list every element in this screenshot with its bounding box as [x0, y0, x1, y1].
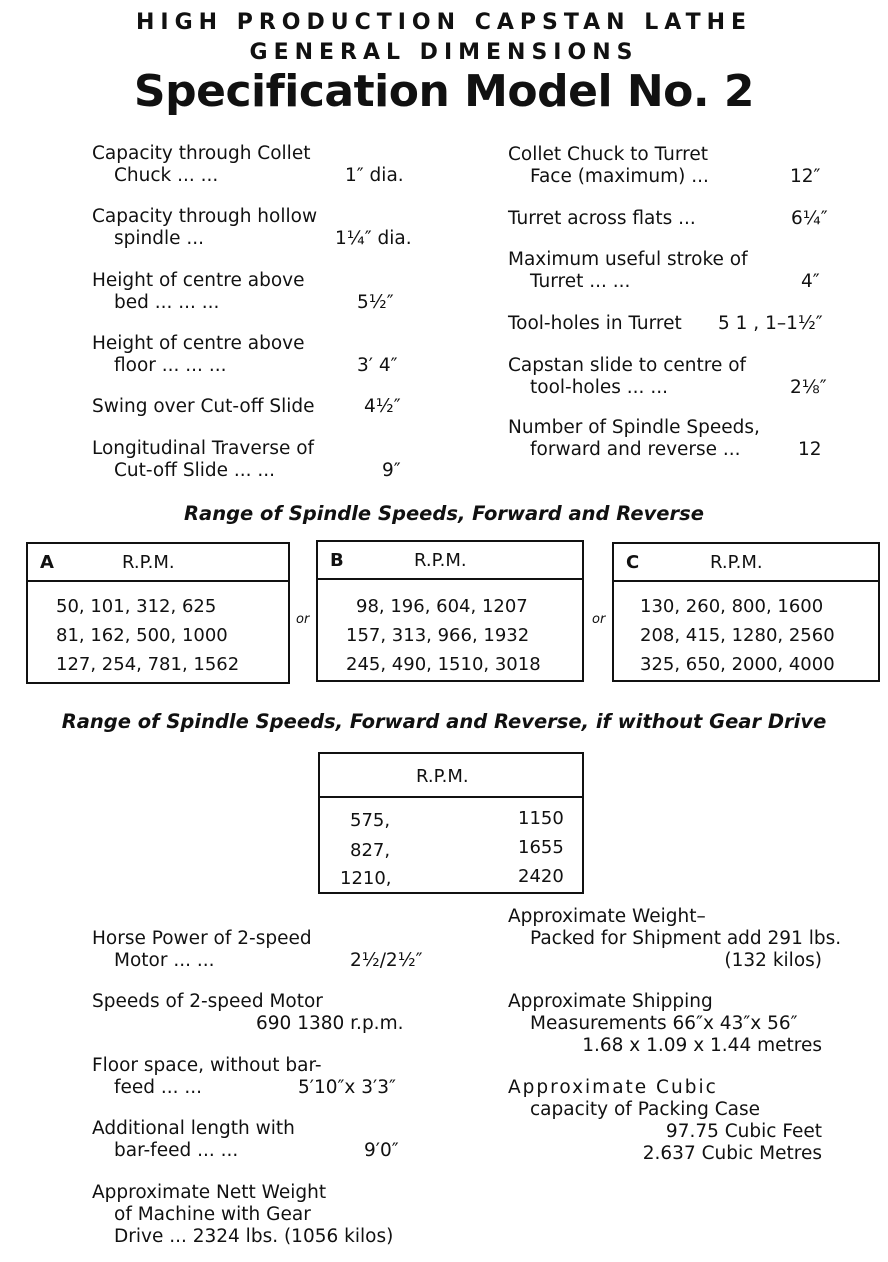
spec-label: Capstan slide to centre of	[508, 355, 747, 376]
spec-label-cont: floor ... ... ...	[114, 355, 227, 376]
speed-cell-right: 1150	[518, 808, 564, 829]
speed-row: 208, 415, 1280, 2560	[640, 625, 835, 646]
spec-label-cont: Chuck ... ...	[114, 165, 219, 186]
spec-item	[508, 208, 838, 230]
page-title: Specification Model No. 2	[133, 66, 755, 117]
spec-label: Turret across flats ...	[508, 208, 696, 229]
speed-box-no-gear	[318, 752, 584, 894]
spec-label-cont: spindle ...	[114, 228, 205, 249]
speed-row: 81, 162, 500, 1000	[56, 625, 228, 646]
spec-label-cont: Measurements 66″x 43″x 56″	[530, 1013, 798, 1034]
spec-label: Approximate Weight–	[508, 906, 706, 927]
spec-item	[92, 438, 422, 482]
spec-value: 1¼″ dia.	[335, 228, 412, 249]
spec-label-cont: 2.637 Cubic Metres	[642, 1143, 822, 1164]
spec-value: 12	[798, 439, 822, 460]
spec-value: 2½/2½″	[350, 950, 423, 971]
spec-label: Floor space, without bar-	[92, 1055, 322, 1076]
spec-label: Collet Chuck to Turret	[508, 144, 708, 165]
spec-item	[508, 906, 842, 972]
spec-item	[92, 928, 422, 972]
spec-value: 1″ dia.	[345, 165, 404, 186]
spec-label-cont: Cut-off Slide ... ...	[114, 460, 276, 481]
rpm-label: R.P.M.	[414, 550, 467, 571]
spec-item	[92, 1055, 422, 1099]
range-title-forward-reverse: Range of Spindle Speeds, Forward and Reverse	[184, 502, 704, 525]
spec-item	[92, 991, 422, 1034]
spec-item	[508, 355, 838, 399]
spec-item	[92, 1118, 422, 1162]
speed-row: 98, 196, 604, 1207	[356, 596, 528, 617]
speed-row: 157, 313, 966, 1932	[346, 625, 530, 646]
spec-item	[92, 270, 422, 314]
speed-cell-right: 1655	[518, 837, 564, 858]
speed-row: 245, 490, 1510, 3018	[346, 654, 541, 675]
header-line-2: GENERAL DIMENSIONS	[249, 40, 639, 65]
spec-value: 5′10″x 3′3″	[298, 1077, 396, 1098]
spec-value: 690 1380 r.p.m.	[256, 1013, 404, 1034]
spec-item	[92, 1182, 432, 1248]
spec-label: Swing over Cut-off Slide	[92, 396, 315, 417]
range-title-without-gear: Range of Spindle Speeds, Forward and Reverse, if without Gear Drive	[61, 710, 827, 733]
spec-label-cont: capacity of Packing Case	[530, 1099, 761, 1120]
speed-row: 130, 260, 800, 1600	[640, 596, 824, 617]
spec-label-cont: forward and reverse ...	[530, 439, 741, 460]
spec-value: 4½″	[364, 396, 401, 417]
spec-label: Height of centre above	[92, 333, 305, 354]
or-label: or	[592, 612, 606, 627]
spec-label: Height of centre above	[92, 270, 305, 291]
speed-row: 325, 650, 2000, 4000	[640, 654, 835, 675]
speed-cell-left: 827,	[350, 840, 391, 861]
speed-box-header	[318, 542, 582, 580]
spec-value: 5 1 , 1–1½″	[718, 313, 823, 334]
spec-value: 9′0″	[364, 1140, 399, 1161]
spec-value: 3′ 4″	[357, 355, 398, 376]
speed-box-c	[612, 542, 880, 682]
spec-label: Speeds of 2-speed Motor	[92, 991, 323, 1012]
spec-label: Approximate Nett Weight	[92, 1182, 327, 1203]
speed-cell-left: 575,	[350, 810, 391, 831]
spec-item	[508, 313, 838, 335]
speed-cell-left: 1210,	[340, 868, 392, 889]
spec-label-cont: Face (maximum) ...	[530, 166, 709, 187]
speed-cell-right: 2420	[518, 866, 564, 887]
spec-label-cont: Drive ... 2324 lbs. (1056 kilos)	[114, 1226, 394, 1247]
spec-item	[508, 1077, 838, 1165]
spec-label: Tool-holes in Turret	[508, 313, 682, 334]
spec-label-cont: 1.68 x 1.09 x 1.44 metres	[582, 1035, 822, 1056]
speed-box-header	[614, 544, 878, 582]
spec-label: Approximate Cubic	[508, 1077, 718, 1098]
speed-row: 127, 254, 781, 1562	[56, 654, 240, 675]
spec-label-cont: bed ... ... ...	[114, 292, 220, 313]
spec-value: 4″	[801, 271, 820, 292]
speed-box-a	[26, 542, 290, 684]
spec-label-cont: Turret ... ...	[530, 271, 631, 292]
spec-label: Capacity through Collet	[92, 143, 311, 164]
spec-item	[508, 249, 838, 293]
speed-box-header	[28, 544, 288, 582]
spec-label: Longitudinal Traverse of	[92, 438, 315, 459]
spec-label: Additional length with	[92, 1118, 295, 1139]
spec-label: Maximum useful stroke of	[508, 249, 748, 270]
speed-box-letter: A	[40, 552, 54, 573]
speed-row: 50, 101, 312, 625	[56, 596, 217, 617]
spec-label-cont: Packed for Shipment add 291 lbs.	[530, 928, 842, 949]
spec-label-cont: (132 kilos)	[724, 950, 822, 971]
spec-label-cont: Motor ... ...	[114, 950, 215, 971]
spec-label: Approximate Shipping	[508, 991, 713, 1012]
spec-label-cont: feed ... ...	[114, 1077, 203, 1098]
speed-box-letter: C	[626, 552, 640, 573]
or-label: or	[296, 612, 310, 627]
spec-item	[508, 991, 838, 1057]
speed-box-letter: B	[330, 550, 344, 571]
spec-item	[508, 144, 838, 188]
rpm-label: R.P.M.	[122, 552, 175, 573]
rpm-label: R.P.M.	[710, 552, 763, 573]
spec-label-cont: bar-feed ... ...	[114, 1140, 239, 1161]
spec-label: Number of Spindle Speeds,	[508, 417, 760, 438]
spec-value: 9″	[382, 460, 401, 481]
spec-label-cont: tool-holes ... ...	[530, 377, 668, 398]
spec-label: Horse Power of 2-speed	[92, 928, 312, 949]
spec-item	[92, 333, 422, 377]
spec-value: 12″	[790, 166, 821, 187]
speed-box-b	[316, 540, 584, 682]
speed-box-header	[320, 754, 582, 798]
spec-item	[92, 206, 422, 250]
header-line-1: HIGH PRODUCTION CAPSTAN LATHE	[135, 10, 753, 35]
spec-value: 5½″	[357, 292, 394, 313]
spec-label: Capacity through hollow	[92, 206, 318, 227]
spec-value: 6¼″	[791, 208, 828, 229]
spec-item	[92, 143, 422, 187]
rpm-label: R.P.M.	[416, 766, 469, 787]
spec-item	[92, 396, 422, 418]
spec-value: 2⅛″	[790, 377, 827, 398]
spec-label-cont: 97.75 Cubic Feet	[665, 1121, 822, 1142]
spec-label-cont: of Machine with Gear	[114, 1204, 311, 1225]
spec-item	[508, 417, 838, 461]
